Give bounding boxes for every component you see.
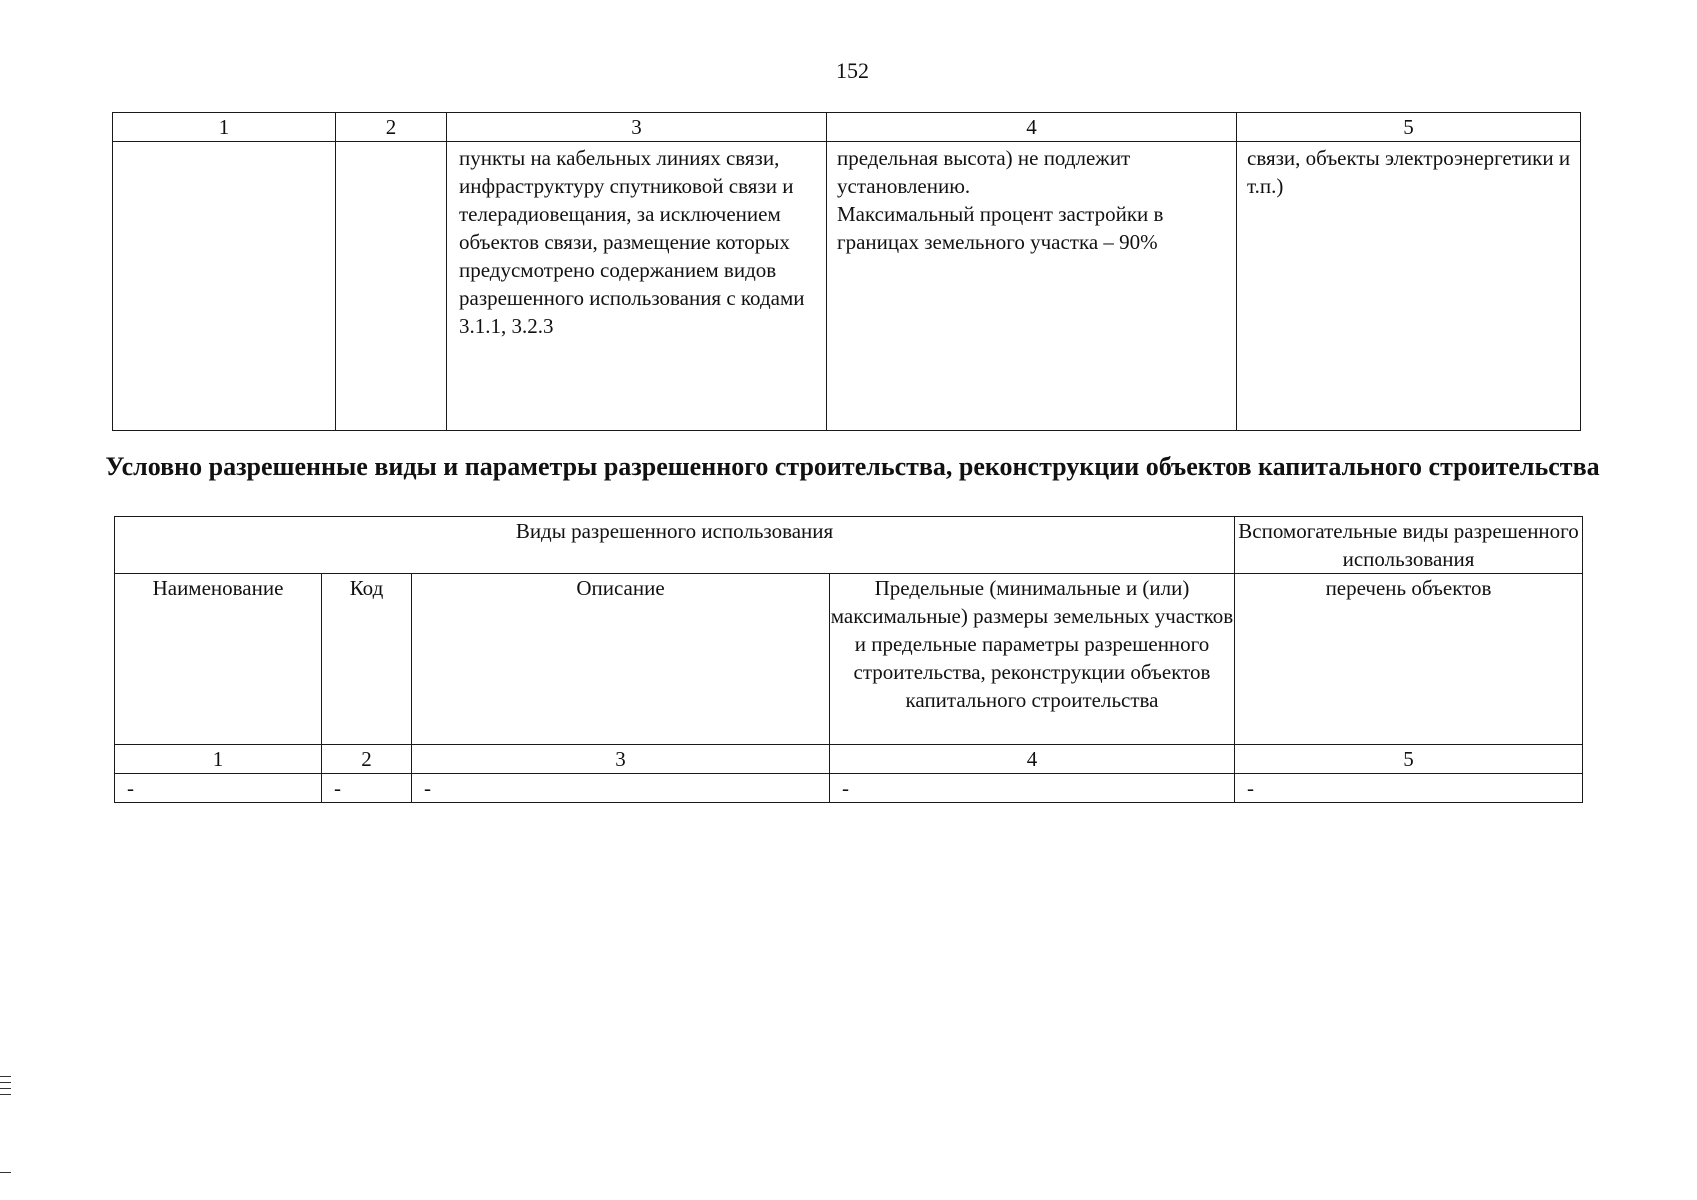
- top-cell-limits-line1: предельная высота) не подлежит установлению.: [837, 146, 1131, 198]
- bottom-number-row: [115, 745, 1583, 774]
- bottom-col-number-1: 1: [115, 745, 322, 774]
- bottom-cell-name: -: [115, 774, 322, 803]
- header-limits: Предельные (минимальные и (или) максимальные) размеры земельных участков и предельные параметры разрешенного строительства, реконструкции объектов капитального строительства: [830, 574, 1235, 745]
- top-cell-limits-line2: Максимальный процент застройки в границах земельного участка – 90%: [837, 202, 1164, 254]
- header-objects: перечень объектов: [1235, 574, 1583, 745]
- bottom-col-number-3: 3: [412, 745, 830, 774]
- top-table: [112, 112, 1581, 431]
- top-cell-code: [336, 142, 447, 431]
- bottom-col-number-4: 4: [830, 745, 1235, 774]
- top-cell-name: [113, 142, 336, 431]
- top-col-number-1: 1: [113, 113, 336, 142]
- scan-edge-mark: [0, 1094, 11, 1095]
- bottom-cell-limits: -: [830, 774, 1235, 803]
- bottom-group-header-row: [115, 517, 1583, 574]
- top-cell-objects: связи, объекты электроэнергетики и т.п.): [1237, 142, 1581, 431]
- scan-edge-mark: [0, 1076, 11, 1077]
- top-col-number-4: 4: [827, 113, 1237, 142]
- bottom-col-number-5: 5: [1235, 745, 1583, 774]
- bottom-cell-description: -: [412, 774, 830, 803]
- group-header-main: Виды разрешенного использования: [115, 517, 1235, 574]
- top-col-number-3: 3: [447, 113, 827, 142]
- top-cell-description: пункты на кабельных линиях связи, инфраструктуру спутниковой связи и телерадиовещания, за исключением объектов связи, размещение которых предусмотрено содержанием видов разрешенного использования с кодами 3.1.1, 3.2.3: [447, 142, 827, 431]
- top-col-number-5: 5: [1237, 113, 1581, 142]
- bottom-table: [114, 516, 1583, 803]
- scan-edge-mark: [0, 1082, 11, 1083]
- section-title: Условно разрешенные виды и параметры разрешенного строительства, реконструкции объектов капитального строительства: [105, 452, 1600, 481]
- scan-edge-mark: [0, 1088, 11, 1089]
- bottom-cell-code: -: [322, 774, 412, 803]
- bottom-col-number-2: 2: [322, 745, 412, 774]
- bottom-cell-objects: -: [1235, 774, 1583, 803]
- header-name: Наименование: [115, 574, 322, 745]
- top-table-row: [113, 142, 1581, 431]
- top-cell-limits: [827, 142, 1237, 431]
- group-header-aux: Вспомогательные виды разрешенного использования: [1235, 517, 1583, 574]
- bottom-data-row: [115, 774, 1583, 803]
- header-code: Код: [322, 574, 412, 745]
- top-col-number-2: 2: [336, 113, 447, 142]
- scan-edge-mark: [0, 1172, 11, 1173]
- top-table-number-row: [113, 113, 1581, 142]
- header-description: Описание: [412, 574, 830, 745]
- page-number: 152: [836, 58, 869, 83]
- bottom-header-row: [115, 574, 1583, 745]
